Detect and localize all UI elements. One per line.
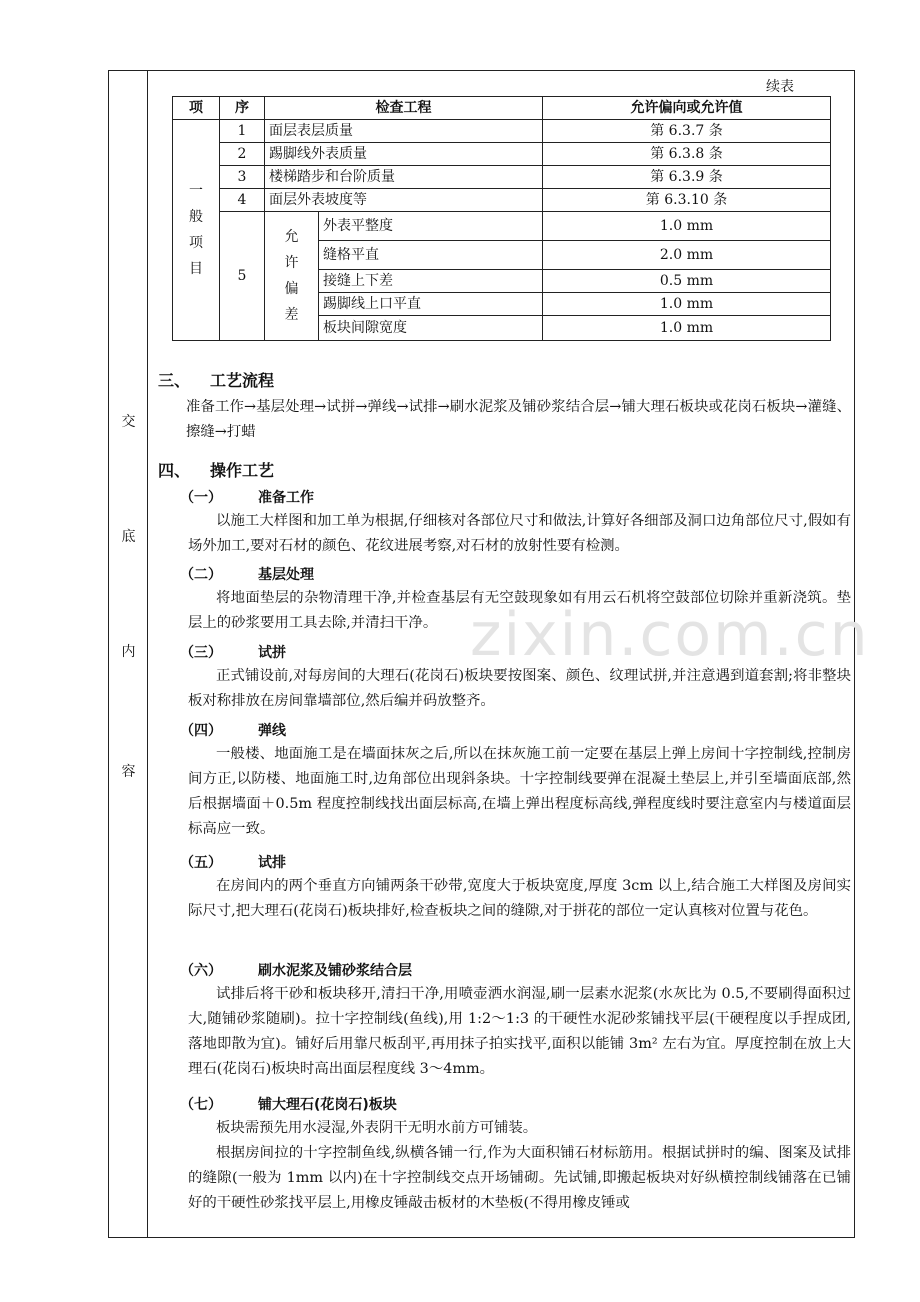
section-number: 三、 [158,371,191,390]
row-value: 第 6.3.8 条 [543,143,831,166]
row-item: 外表平整度 [319,212,543,241]
continued-label: 续表 [766,79,794,95]
subsection-title: 准备工作 [258,490,314,506]
section-number: 四、 [158,461,191,480]
row-value: 第 6.3.10 条 [543,189,831,212]
subsection-title: 试拼 [258,645,286,661]
table-row [173,120,831,143]
table-row [173,143,831,166]
side-char: 交 [121,414,136,430]
subsection-title: 试排 [258,855,286,871]
subsection-number: （三） [180,645,222,661]
row-item: 缝格平直 [319,241,543,270]
row-item: 楼梯踏步和台阶质量 [265,166,543,189]
side-label-column [109,71,148,1237]
paragraph: 正式铺设前,对每房间的大理石(花岗石)板块要按图案、颜色、纹理试拼,并注意遇到道套割;将非整块板对称排放在房间靠墙部位,然后编并码放整齐。 [188,668,851,709]
table-row [173,189,831,212]
header-cell: 序 [220,97,265,120]
row-number: 5 [220,212,265,341]
group-label: 一般项目 [173,120,220,341]
table-row [173,212,831,241]
subsection-heading [180,720,286,740]
watermark-text: zixin.com.cn [470,600,870,670]
subsection-title: 铺大理石(花岗石)板块 [258,1097,397,1113]
header-cell: 项 [173,97,220,120]
side-char: 内 [121,644,136,660]
table-header-row [173,97,831,120]
row-number: 1 [220,120,265,143]
process-flow-content: 准备工作→基层处理→试拼→弹线→试排→刷水泥浆及铺砂浆结合层→铺大理石板块或花岗石板块→灌缝、擦缝→打蜡 [186,399,851,440]
subsection-number: （六） [180,963,222,979]
paragraph: 根据房间拉的十字控制鱼线,纵横各铺一行,作为大面积铺石材标筋用。根据试拼时的编、图案及试排的缝隙(一般为 1mm 以内)在十字控制线交点开场铺砌。先试铺,即搬起板块对好纵横控制线铺落在已铺好的干硬性砂浆找平层上,用橡皮锤敲击板材的木垫板(不得用橡皮锤或 [188,1145,851,1211]
subsection-number: （二） [180,567,222,583]
paragraph: 一般楼、地面施工是在墙面抹灰之后,所以在抹灰施工前一定要在基层上弹上房间十字控制线,控制房间方正,以防楼、地面施工时,边角部位出现斜条块。十字控制线要弹在混凝土垫层上,并引至墙面底部,然后根据墙面＋0.5m 程度控制线找出面层标高,在墙上弹出程度标高线,弹程度线时要注意室内与楼道面层标高应一致。 [188,746,851,837]
row-value: 第 6.3.7 条 [543,120,831,143]
table-row [173,166,831,189]
subsection-title: 弹线 [258,723,286,739]
subsection-number: （四） [180,723,222,739]
subsection-title: 刷水泥浆及铺砂浆结合层 [258,963,412,979]
row-number: 3 [220,166,265,189]
row-number: 2 [220,143,265,166]
subsection-title: 基层处理 [258,567,314,583]
inspection-table [172,96,831,341]
row-value: 第 6.3.9 条 [543,166,831,189]
paragraph: 以施工大样图和加工单为根据,仔细核对各部位尺寸和做法,计算好各细部及洞口边角部位尺寸,假如有场外加工,要对石材的颜色、花纹进展考察,对石材的放射性要有检测。 [188,513,851,554]
subsection-heading [180,487,314,507]
row-value: 1.0 mm [543,293,831,316]
tolerance-label: 允许偏差 [265,212,319,341]
row-item: 面层表层质量 [265,120,543,143]
row-value: 0.5 mm [543,270,831,293]
paragraph: 试排后将干砂和板块移开,清扫干净,用喷壶洒水润湿,刷一层素水泥浆(水灰比为 0.5,不要刷得面积过大,随铺砂浆随刷)。拉十字控制线(鱼线),用 1:2～1:3 的干硬性水泥砂浆铺找平层(干硬程度以手捏成团,落地即散为宜)。铺好后用靠尺板刮平,再用抹子拍实找平,面积以能铺 3m² 左右为宜。厚度控制在放上大理石(花岗石)板块时高出面层程度线 3～4mm。 [188,986,851,1077]
paragraph: 板块需预先用水浸湿,外表阴干无明水前方可铺装。 [216,1120,538,1136]
row-item: 踢脚线上口平直 [319,293,543,316]
process-flow-text [186,395,851,445]
side-char: 容 [121,764,136,780]
row-value: 1.0 mm [543,316,831,341]
subsection-number: （一） [180,490,222,506]
header-cell: 允许偏向或允许值 [543,97,831,120]
paragraph: 在房间内的两个垂直方向铺两条干砂带,宽度大于板块宽度,厚度 3cm 以上,结合施工大样图及房间实际尺寸,把大理石(花岗石)板块排好,检查板块之间的缝隙,对于拼花的部位一定认真核对位置与花色。 [188,878,851,919]
row-number: 4 [220,189,265,212]
row-item: 板块间隙宽度 [319,316,543,341]
subsection-heading [180,1094,397,1114]
row-value: 2.0 mm [543,241,831,270]
section-heading [158,458,274,481]
row-value: 1.0 mm [543,212,831,241]
subsection-number: （五） [180,855,222,871]
header-cell: 检查工程 [265,97,543,120]
subsection-heading [180,852,286,872]
subsection-number: （七） [180,1097,222,1113]
row-item: 踢脚线外表质量 [265,143,543,166]
subsection-heading [180,564,314,584]
row-item: 面层外表坡度等 [265,189,543,212]
section-title: 操作工艺 [210,461,275,480]
paragraph: 将地面垫层的杂物清理干净,并检查基层有无空鼓现象如有用云石机将空鼓部位切除并重新浇筑。垫层上的砂浆要用工具去除,并清扫干净。 [188,590,851,631]
row-item: 接缝上下差 [319,270,543,293]
subsection-heading [180,960,412,980]
section-title: 工艺流程 [210,371,275,390]
side-char: 底 [121,529,136,545]
section-heading [158,368,274,391]
subsection-heading [180,642,286,662]
